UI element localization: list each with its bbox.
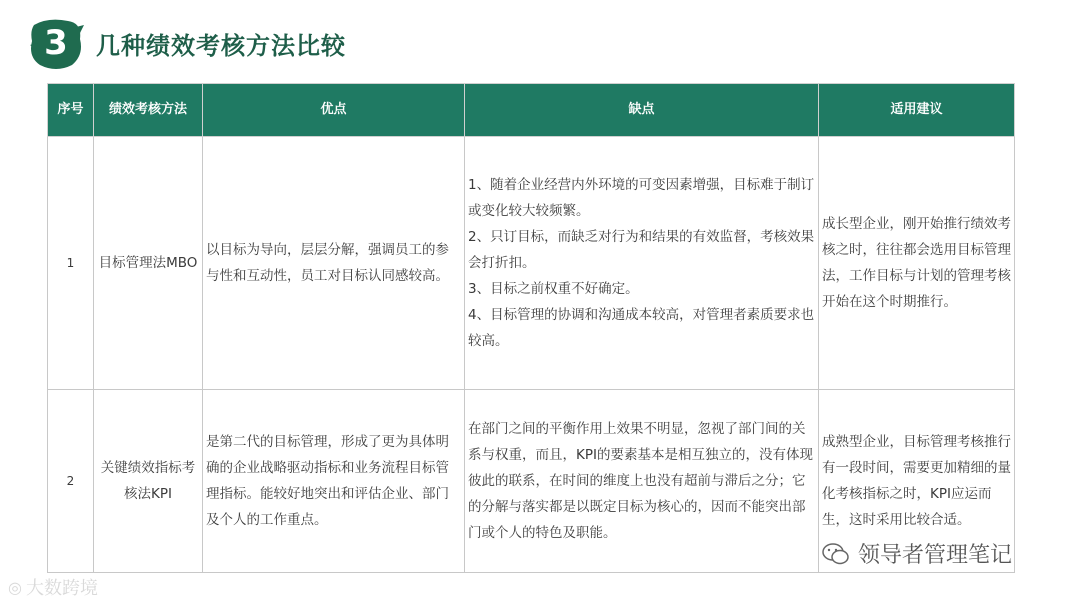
slide-header <box>28 12 346 74</box>
column-header-method: 绩效考核方法 <box>94 84 203 137</box>
cons-item: 在部门之间的平衡作用上效果不明显，忽视了部门间的关系与权重，而且，KPI的要素基本是相互独立的，没有体现彼此的联系，在时间的维度上也没有超前与滞后之分；它的分解与落实都是以既定目标为核心的，因而不能突出部门或个人的特色及职能。 <box>468 421 813 541</box>
watermark-right-text: 领导者管理笔记 <box>858 543 1013 568</box>
source-logo-icon: ◎ <box>8 577 22 597</box>
watermark-left-text: 大数跨境 <box>25 578 98 599</box>
row-index: 2 <box>48 390 94 573</box>
cons-item: 2、只订目标，而缺乏对行为和结果的有效监督，考核效果会打折扣。 <box>468 229 815 271</box>
row-suggestion: 成长型企业，刚开始推行绩效考核之时，往往都会选用目标管理法，工作目标与计划的管理考核开始在这个时期推行。 <box>819 137 1015 390</box>
row-cons <box>465 390 819 573</box>
comparison-table <box>47 83 1015 573</box>
row-pros: 以目标为导向，层层分解，强调员工的参与性和互动性，员工对目标认同感较高。 <box>203 137 465 390</box>
table-header-row <box>48 84 1015 137</box>
row-index: 1 <box>48 137 94 390</box>
cons-item: 1、随着企业经营内外环境的可变因素增强，目标难于制订或变化较大较频繁。 <box>468 177 815 219</box>
watermark-right <box>822 538 1012 569</box>
table-row <box>48 137 1015 390</box>
column-header-index: 序号 <box>48 84 94 137</box>
row-pros: 是第二代的目标管理，形成了更为具体明确的企业战略驱动指标和业务流程目标管理指标。能较好地突出和评估企业、部门及个人的工作重点。 <box>203 390 465 573</box>
watermark-left <box>8 574 98 600</box>
wechat-icon <box>822 542 850 566</box>
row-suggestion: 成熟型企业，目标管理考核推行有一段时间，需要更加精细的量化考核指标之时，KPI应运而生，这时采用比较合适。 <box>819 390 1015 573</box>
row-method: 目标管理法MBO <box>94 137 203 390</box>
page-title: 几种绩效考核方法比较 <box>96 31 346 60</box>
column-header-suggestion: 适用建议 <box>819 84 1015 137</box>
cons-item: 3、目标之前权重不好确定。 <box>468 281 639 297</box>
section-number: 3 <box>44 23 68 63</box>
section-number-badge <box>28 15 84 71</box>
column-header-pros: 优点 <box>203 84 465 137</box>
row-cons <box>465 137 819 390</box>
cons-item: 4、目标管理的协调和沟通成本较高，对管理者素质要求也较高。 <box>468 307 815 349</box>
row-method: 关键绩效指标考核法KPI <box>94 390 203 573</box>
column-header-cons: 缺点 <box>465 84 819 137</box>
